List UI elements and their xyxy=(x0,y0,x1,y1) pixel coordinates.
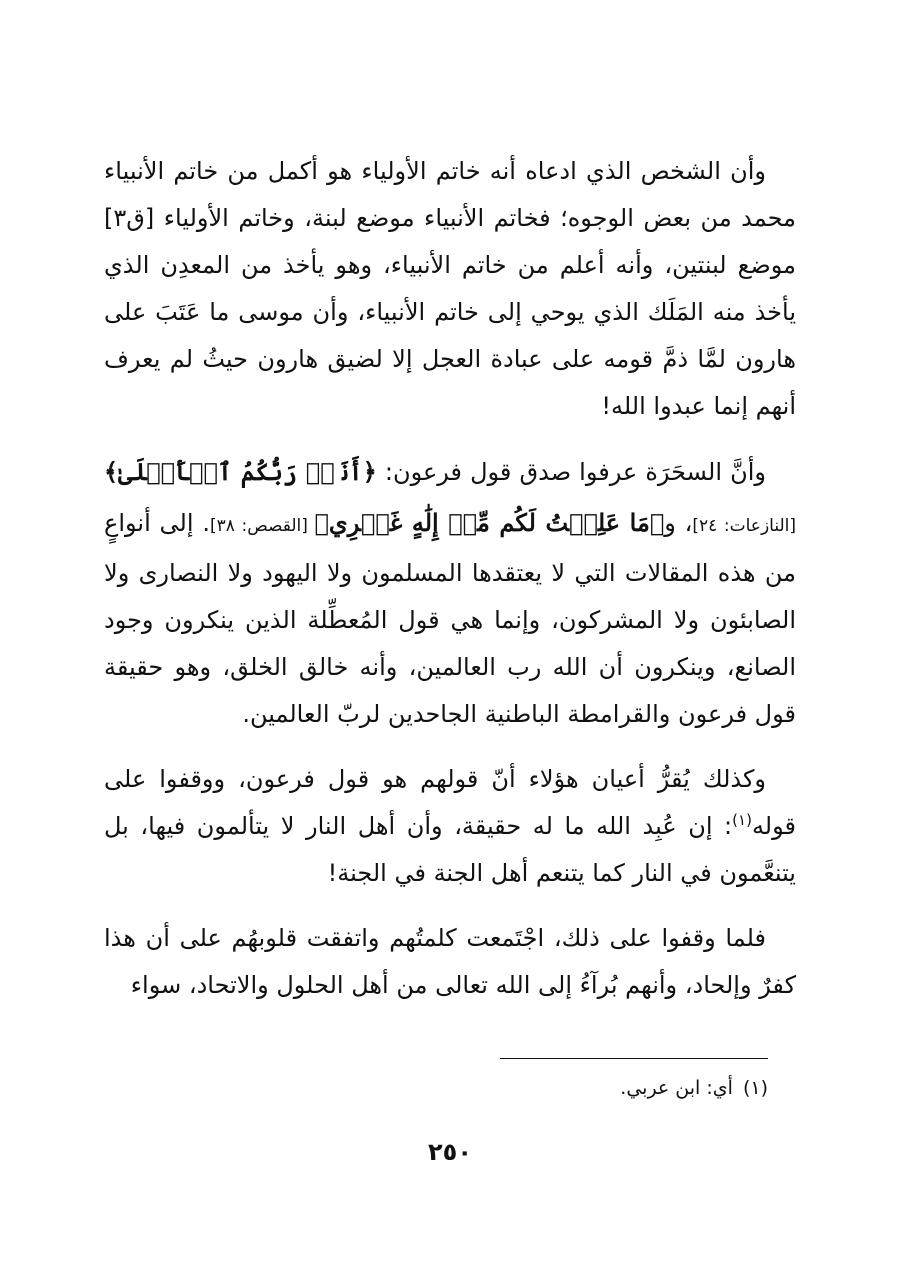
paragraph-text: ، و xyxy=(664,509,693,537)
paragraph-text: : إن عُبِد الله ما له حقيقة، وأن أهل النار لا يتألمون فيها، بل يتنعَّمون في النار كما يتنعم أهل الجنة في الجنة! xyxy=(104,812,796,887)
main-text xyxy=(104,148,796,1027)
footnote-marker[interactable]: (١) xyxy=(732,811,752,829)
paragraph-text: وأن الشخص الذي ادعاه أنه خاتم الأولياء هو أكمل من خاتم الأنبياء محمد من بعض الوجوه؛ فخاتم الأنبياء موضع لبنة، وخاتم الأولياء [ق٣] موضع لبنتين، وأنه أعلم من خاتم الأنبياء، وهو يأخذ من المعدِن الذي يأخذ منه المَلَك الذي يوحي إلى خاتم الأنبياء، وأن موسى ما عَتَبَ على هارون لمَّا ذمَّ قومه على عبادة العجل إلا لضيق هارون حيثُ لم يعرف أنهم إنما عبدوا الله! xyxy=(104,157,796,420)
paragraph-text: وأنَّ السحَرَة عرفوا صدق قول فرعون: xyxy=(376,458,766,486)
paragraph-2 xyxy=(104,448,796,738)
quran-verse: ﴿أَنَا۠ رَبُّكُمُ ٱلۡأَعۡلَىٰ﴾ xyxy=(104,457,377,486)
paragraph-4 xyxy=(104,915,796,1009)
verse-reference: [القصص: ٣٨] xyxy=(209,516,315,536)
quran-verse: ﴿مَا عَلِمۡتُ لَكُم مِّنۡ إِلَٰهٍ غَيۡرِي﴾ xyxy=(314,508,665,537)
page-number: ٢٥٠ xyxy=(428,1138,472,1166)
paragraph-text: فلما وقفوا على ذلك، اجْتَمعت كلمتُهم واتفقت قلوبهُم على أن هذا كفرٌ وإلحاد، وأنهم بُرآءُ إلى الله تعالى من أهل الحلول والاتحاد، سواء xyxy=(104,924,796,999)
footnote xyxy=(104,1073,768,1103)
footnote-text: أي: ابن عربي. xyxy=(620,1077,733,1099)
paragraph-text: وكذلك يُقرُّ أعيان هؤلاء أنّ قولهم هو قول فرعون، ووقفوا على قوله xyxy=(104,765,796,840)
verse-reference: [النازعات: ٢٤] xyxy=(692,516,796,536)
paragraph-text: . إلى أنواعٍ من هذه المقالات التي لا يعتقدها المسلمون ولا اليهود ولا النصارى ولا الصابئون ولا المشركون، وإنما هي قول المُعطِّلة الذين ينكرون وجود الصانع، وينكرون أن الله رب العالمين، وأنه خالق الخلق، وهو حقيقة قول فرعون والقرامطة الباطنية الجاحدين لربّ العالمين. xyxy=(104,509,796,728)
paragraph-1 xyxy=(104,148,796,430)
footnote-separator xyxy=(500,1058,768,1059)
paragraph-3 xyxy=(104,756,796,897)
footnote-number: (١) xyxy=(742,1077,768,1099)
